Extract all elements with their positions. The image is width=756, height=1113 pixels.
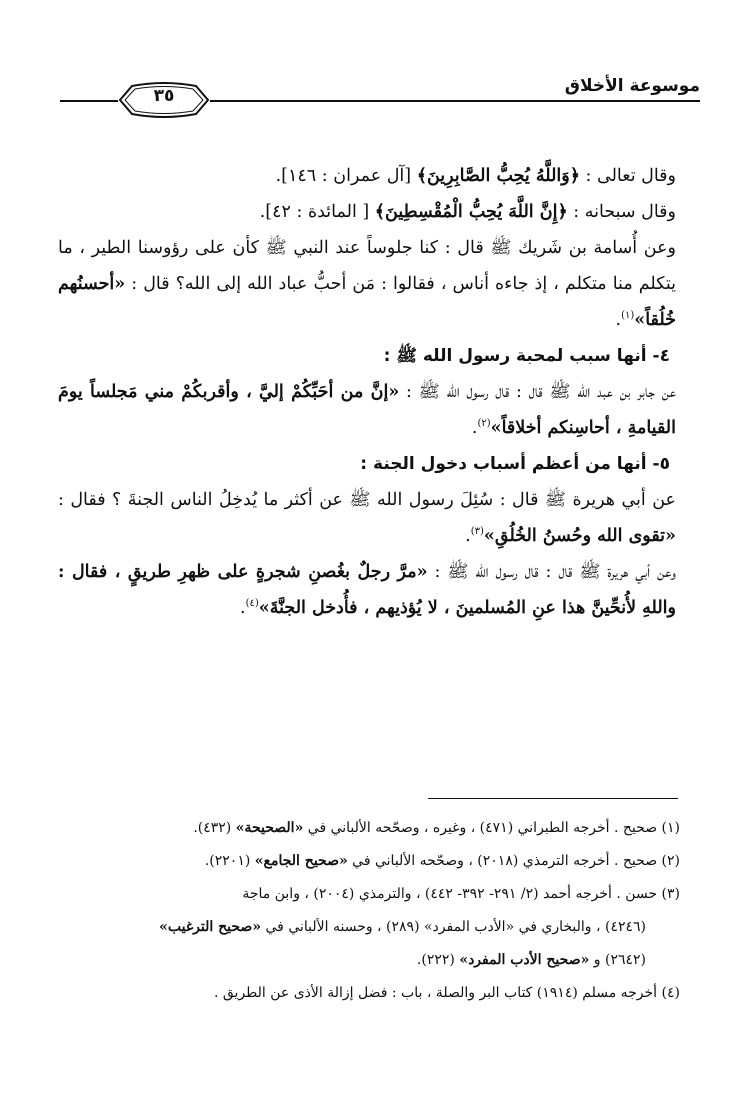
hadith-paragraph: وعن أُسامة بن شَريك ﷺ قال : كنا جلوساً عند النبي ﷺ كأن على رؤوسنا الطير ، ما يتكلم منا متكلم ، إذ جاءه أناس ، فقالوا : مَن أحبُّ عباد الله إلى الله؟ قال : «أحسنُهم خُلُقاً»$^{(١)}$. bbox=[58, 238, 676, 330]
book-title: موسوعة الأخلاق bbox=[564, 76, 700, 96]
header-rule-left bbox=[60, 100, 118, 102]
hadith-quote: «مرَّ رجلٌ بغُصنِ شجرةٍ على ظهرِ طريقٍ ، فقال : واللهِ لأُنحِّينَّ هذا عنِ المُسلمينَ ، لا يُؤذيهم ، فأُدخل الجنَّةَ» bbox=[58, 562, 676, 618]
footnote-ref: (٢) bbox=[477, 418, 491, 430]
verse-paragraph: وقال تعالى : ﴿وَاللَّهُ يُحِبُّ الصَّابِرِينَ﴾ [آل عمران : ١٤٦]. bbox=[275, 166, 676, 186]
section-heading: ٤- أنها سبب لمحبة رسول الله ﷺ : bbox=[383, 346, 670, 366]
footnote-ref: (٣) bbox=[470, 526, 484, 538]
verse-paragraph: وقال سبحانه : ﴿إِنَّ اللَّهَ يُحِبُّ الْمُقْسِطِينَ﴾ [ المائدة : ٤٢]. bbox=[259, 202, 676, 222]
footnote: (٣) حسن . أخرجه أحمد (٢/ ٢٩١- ٣٩٢- ٤٤٢) ، والترمذي (٢٠٠٤) ، وابن ماجة bbox=[242, 886, 680, 902]
hadith-quote: «أحسنُهم خُلُقاً» bbox=[58, 274, 676, 330]
footnote-continuation: (٤٢٤٦) ، والبخاري في «الأدب المفرد» (٢٨٩) ، وحسنه الألباني في «صحيح الترغيب» bbox=[159, 919, 646, 935]
footnote-ref: (٤) bbox=[245, 598, 259, 610]
hadith-quote: «إنَّ من أحَبِّكُمْ إليَّ ، وأقربكُمْ مني مَجلساً يومَ القيامةِ ، أحاسِنكم أخلاقاً» bbox=[58, 382, 676, 438]
quran-quote: ﴿وَاللَّهُ يُحِبُّ الصَّابِرِينَ﴾ bbox=[416, 166, 580, 186]
header-rule bbox=[210, 100, 700, 102]
footnote-ref: (١) bbox=[621, 310, 635, 322]
page-header bbox=[60, 70, 700, 114]
section-heading: ٥- أنها من أعظم أسباب دخول الجنة : bbox=[360, 454, 670, 474]
footnote: (٢) صحيح . أخرجه الترمذي (٢٠١٨) ، وصحّحه الألباني في «صحيح الجامع» (٢٢٠١). bbox=[204, 853, 680, 869]
footnotes bbox=[52, 812, 680, 1010]
main-text bbox=[58, 158, 676, 626]
page-number: ٣٥ bbox=[153, 86, 175, 106]
footnote-continuation: (٢٦٤٢) و «صحيح الأدب المفرد» (٢٢٢). bbox=[416, 952, 646, 968]
hadith-paragraph: عن جابر بن عبد الله ﷺ قال : قال رسول الله ﷺ : «إنَّ من أحَبِّكُمْ إليَّ ، وأقربكُمْ مني مَجلساً يومَ القيامةِ ، أحاسِنكم أخلاقاً»$^{(٢)}$. bbox=[58, 382, 676, 438]
footnote: (١) صحيح . أخرجه الطبراني (٤٧١) ، وغيره ، وصحّحه الألباني في «الصحيحة» (٤٣٢). bbox=[193, 820, 680, 836]
hadith-paragraph: عن أبي هريرة ﷺ قال : سُئِلَ رسول الله ﷺ عن أكثر ما يُدخِلُ الناس الجنةَ ؟ فقال : «تقوى الله وحُسنُ الخُلُقِ»$^{(٣)}$. bbox=[58, 490, 676, 546]
footnote: (٤) أخرجه مسلم (١٩١٤) كتاب البر والصلة ، باب : فضل إزالة الأذى عن الطريق . bbox=[213, 985, 680, 1001]
hadith-paragraph: وعن أبي هريرة ﷺ قال : قال رسول الله ﷺ : «مرَّ رجلٌ بغُصنِ شجرةٍ على ظهرِ طريقٍ ، فقال : واللهِ لأُنحِّينَّ هذا عنِ المُسلمينَ ، لا يُؤذيهم ، فأُدخل الجنَّةَ»$^{(٤)}$. bbox=[58, 562, 677, 618]
quran-quote: ﴿إِنَّ اللَّهَ يُحِبُّ الْمُقْسِطِينَ﴾ bbox=[374, 202, 568, 222]
footnote-separator bbox=[428, 798, 678, 799]
page-number-badge bbox=[114, 80, 214, 120]
hadith-quote: «تقوى الله وحُسنُ الخُلُقِ» bbox=[483, 526, 676, 546]
